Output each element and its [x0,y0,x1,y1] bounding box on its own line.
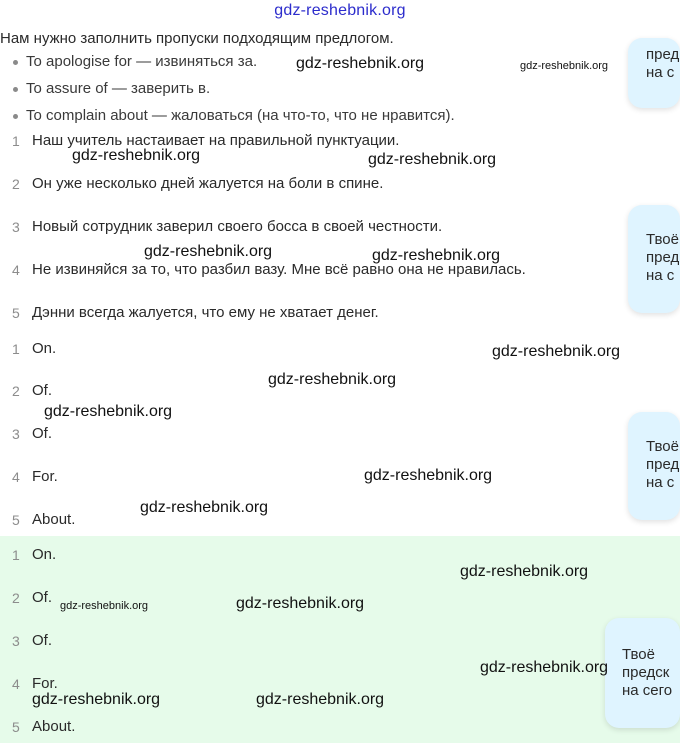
watermark: gdz-reshebnik.org [296,55,425,72]
watermark: gdz-reshebnik.org [44,403,173,420]
bubble-line: пред [646,456,680,473]
answer-number: 1 [12,341,20,357]
bubble-line: пред [646,249,680,266]
sentence-number: 5 [12,305,20,321]
rule-text: To complain about — жаловаться (на что-то, что не нравится). [26,107,455,124]
rule-text: To apologise for — извиняться за. [26,53,258,70]
bubble-line: Твоё [646,231,679,248]
watermark: gdz-reshebnik.org [72,147,201,164]
answer-text: About. [32,511,76,528]
watermark: gdz-reshebnik.org [140,499,269,516]
bullet-dot-icon [13,114,18,119]
watermark: gdz-reshebnik.org [480,659,609,676]
final-answer-text: Of. [32,589,53,606]
watermark: gdz-reshebnik.org [520,60,609,72]
bubble-line: на с [646,267,675,284]
prediction-bubble[interactable] [628,205,680,313]
final-answer-number: 5 [12,719,20,735]
watermark: gdz-reshebnik.org [492,343,621,360]
watermark: gdz-reshebnik.org [60,600,149,612]
rule-bullet [13,53,257,70]
watermark: gdz-reshebnik.org [372,247,501,264]
bubble-line: Твоё [622,646,655,663]
prediction-bubble[interactable] [628,412,680,520]
rule-bullet [13,107,455,124]
prediction-bubble[interactable] [605,618,680,728]
sentence-text: Не извиняйся за то, что разбил вазу. Мне всё равно она не нравилась. [32,261,526,278]
sentence-number: 1 [12,133,20,149]
rule-text: To assure of — заверить в. [26,80,211,97]
answer-text: Of. [32,425,53,442]
final-answer-text: On. [32,546,57,563]
watermark: gdz-reshebnik.org [364,467,493,484]
final-answer-text: About. [32,718,76,735]
final-answer-text: For. [32,675,58,692]
final-answer-number: 4 [12,676,20,692]
answer-number: 4 [12,469,20,485]
task-intro: Нам нужно заполнить пропуски подходящим предлогом. [0,30,394,47]
final-answer-number: 2 [12,590,20,606]
watermark: gdz-reshebnik.org [268,371,397,388]
site-header-watermark: gdz-reshebnik.org [274,2,406,19]
answer-number: 5 [12,512,20,528]
answer-text: Of. [32,382,53,399]
answer-number: 2 [12,383,20,399]
bubble-line: на сего [622,682,673,699]
watermark: gdz-reshebnik.org [256,691,385,708]
watermark: gdz-reshebnik.org [236,595,365,612]
sentence-number: 2 [12,176,20,192]
bullet-dot-icon [13,87,18,92]
bubble-line: предск [622,664,670,681]
sentence-number: 3 [12,219,20,235]
bubble-line: Твоё [646,438,679,455]
answer-number: 3 [12,426,20,442]
bubble-line: на с [646,64,675,81]
final-answer-number: 3 [12,633,20,649]
sentence-text: Дэнни всегда жалуется, что ему не хватает денег. [32,304,379,321]
watermark: gdz-reshebnik.org [32,691,161,708]
bubble-line: на с [646,474,675,491]
answer-text: For. [32,468,58,485]
final-answer-text: Of. [32,632,53,649]
rule-bullet [13,80,210,97]
bullet-dot-icon [13,60,18,65]
watermark: gdz-reshebnik.org [460,563,589,580]
watermark: gdz-reshebnik.org [368,151,497,168]
final-answer-number: 1 [12,547,20,563]
bubble-line: пред [646,46,680,63]
sentence-number: 4 [12,262,20,278]
sentence-text: Наш учитель настаивает на правильной пунктуации. [32,132,400,149]
prediction-bubble[interactable] [628,38,680,108]
sentence-text: Новый сотрудник заверил своего босса в своей честности. [32,218,443,235]
sentence-text: Он уже несколько дней жалуется на боли в спине. [32,175,384,192]
answer-text: On. [32,340,57,357]
watermark: gdz-reshebnik.org [144,243,273,260]
